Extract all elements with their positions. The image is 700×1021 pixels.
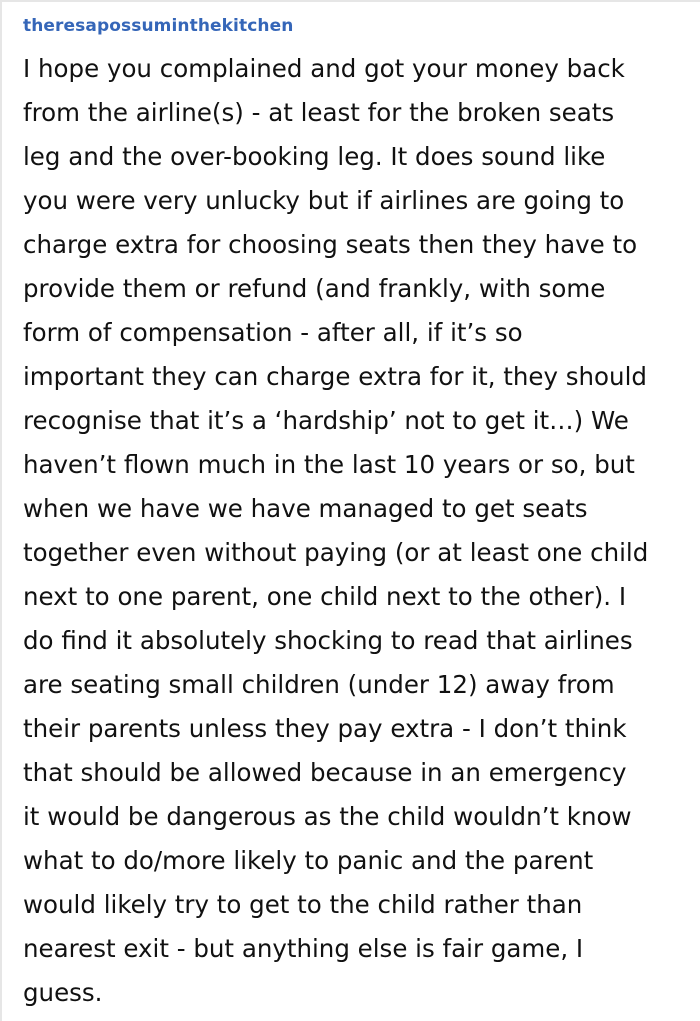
comment-text-line: recognise that it’s a ‘hardship’ not to get it…) We [23,406,629,435]
comment-body [23,47,648,1015]
comment-text-line: next to one parent, one child next to the other). I [23,582,627,611]
comment-text-line: provide them or refund (and frankly, with some [23,274,606,303]
comment-text-line: together even without paying (or at least one child [23,538,649,567]
comment-text-line: charge extra for choosing seats then they have to [23,230,638,259]
comment-text-line: nearest exit - but anything else is fair game, I [23,934,584,963]
comment-username[interactable]: theresapossuminthekitchen [23,16,294,36]
comment-text-line: I hope you complained and got your money back [23,54,625,83]
comment-text-line: are seating small children (under 12) away from [23,670,615,699]
comment-text-line: would likely try to get to the child rather than [23,890,583,919]
comment-text-line: form of compensation - after all, if it’s so [23,318,523,347]
comment-text-line: what to do/more likely to panic and the parent [23,846,594,875]
comment-text-line: from the airline(s) - at least for the broken seats [23,98,615,127]
comment-text-line: when we have we have managed to get seats [23,494,588,523]
comment-text-line: haven’t flown much in the last 10 years or so, but [23,450,635,479]
comment-text-line: guess. [23,978,103,1007]
comment-text-line: it would be dangerous as the child wouldn’t know [23,802,632,831]
comment-text-line: do find it absolutely shocking to read that airlines [23,626,633,655]
comment-text-line: that should be allowed because in an emergency [23,758,627,787]
comment-text-line: important they can charge extra for it, they should [23,362,647,391]
comment-text-line: you were very unlucky but if airlines are going to [23,186,625,215]
comment-text-line: leg and the over-booking leg. It does sound like [23,142,606,171]
comment-text-line: their parents unless they pay extra - I don’t think [23,714,627,743]
